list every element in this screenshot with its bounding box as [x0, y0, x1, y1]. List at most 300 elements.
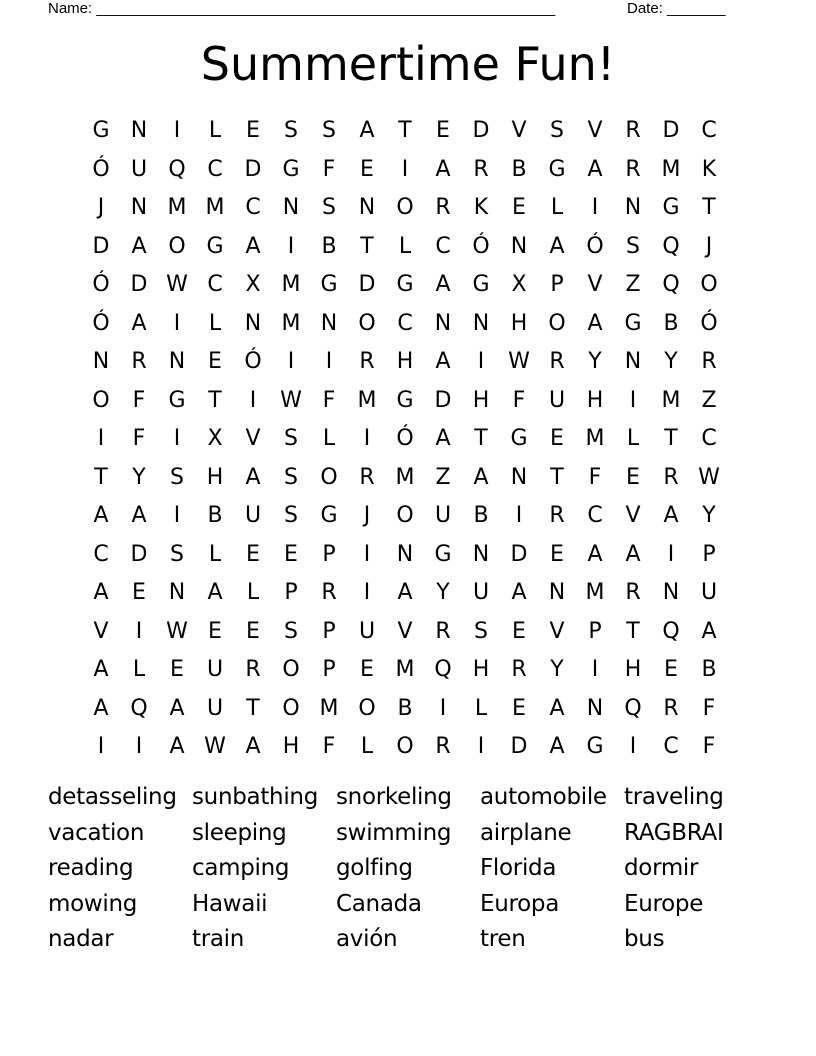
grid-letter: T [664, 426, 678, 451]
grid-letter: B [397, 695, 413, 721]
grid-letter: U [434, 503, 452, 528]
grid-letter: N [586, 695, 604, 721]
grid-letter: H [396, 349, 414, 374]
grid-letter: Q [434, 657, 452, 682]
grid-letter: S [322, 118, 336, 143]
grid-letter: B [473, 503, 489, 528]
grid-letter: F [702, 695, 716, 721]
grid-letter: I [287, 349, 295, 374]
grid-letter: H [624, 657, 642, 682]
grid-letter: C [397, 310, 413, 336]
grid-letter: E [664, 657, 678, 682]
page-title: Summertime Fun! [200, 37, 616, 91]
grid-letter: O [320, 464, 338, 490]
grid-letter: G [396, 272, 414, 297]
grid-letter: Ó [92, 156, 110, 182]
grid-letter: R [625, 118, 641, 143]
grid-letter: N [510, 464, 528, 490]
grid-letter: A [207, 580, 223, 605]
grid-letter: D [510, 541, 528, 567]
grid-letter: N [168, 580, 186, 605]
grid-letter: O [282, 695, 300, 721]
grid-letter: H [206, 464, 224, 490]
word-bank-item: avión [336, 926, 398, 953]
grid-row [82, 151, 728, 190]
grid-letter: S [474, 618, 488, 644]
grid-letter: G [396, 387, 414, 413]
grid-letter: R [663, 695, 679, 721]
grid-letter: L [626, 426, 640, 451]
grid-letter: E [512, 695, 526, 721]
grid-letter: E [246, 618, 260, 644]
grid-letter: Q [624, 695, 642, 721]
grid-letter: W [204, 734, 226, 759]
grid-letter: X [207, 426, 223, 451]
grid-letter: I [439, 695, 447, 721]
grid-letter: C [587, 503, 603, 528]
word-bank-item: sunbathing [192, 784, 318, 810]
grid-letter: I [629, 734, 637, 759]
word-bank-item: snorkeling [336, 784, 452, 810]
grid-letter: C [435, 233, 451, 259]
grid-letter: R [625, 580, 641, 605]
grid-letter: E [170, 657, 184, 682]
grid-row [82, 459, 728, 498]
grid-letter: E [550, 541, 564, 567]
grid-letter: E [512, 195, 526, 220]
grid-letter: U [548, 387, 566, 413]
grid-letter: C [663, 734, 679, 759]
grid-letter: Y [132, 464, 146, 490]
grid-letter: G [624, 310, 642, 336]
grid-letter: V [93, 618, 109, 644]
grid-letter: N [472, 541, 490, 567]
grid-letter: G [548, 156, 566, 182]
word-bank-item: automobile [480, 784, 607, 810]
grid-letter: N [358, 195, 376, 220]
grid-letter: E [132, 580, 146, 605]
grid-letter: R [549, 349, 565, 374]
word-bank [48, 780, 744, 958]
grid-letter: A [625, 541, 641, 567]
grid-letter: L [208, 118, 222, 143]
grid-letter: R [245, 657, 261, 682]
word-bank-item: reading [48, 855, 134, 882]
grid-letter: A [549, 734, 565, 759]
grid-letter: A [549, 695, 565, 721]
grid-letter: Ó [92, 310, 110, 336]
grid-letter: I [173, 118, 181, 143]
grid-letter: I [629, 387, 637, 413]
grid-letter: I [363, 580, 371, 605]
grid-letter: S [550, 118, 564, 143]
grid-letter: T [94, 464, 108, 490]
grid-letter: Q [662, 618, 680, 644]
grid-letter: R [321, 580, 337, 605]
word-bank-item: Canada [336, 890, 422, 917]
grid-letter: L [550, 195, 564, 220]
grid-letter: I [401, 156, 409, 182]
grid-letter: E [550, 426, 564, 451]
grid-letter: R [131, 349, 147, 374]
grid-letter: D [130, 541, 148, 567]
word-bank-item: Europa [480, 890, 560, 917]
grid-letter: I [325, 349, 333, 374]
grid-letter: H [472, 387, 490, 413]
grid-letter: A [435, 426, 451, 451]
grid-letter: E [360, 657, 374, 682]
grid-letter: E [246, 541, 260, 567]
grid-letter: I [667, 541, 675, 567]
grid-letter: N [130, 118, 148, 143]
grid-letter: T [626, 618, 640, 644]
grid-letter: I [97, 426, 105, 451]
grid-letter: A [435, 349, 451, 374]
grid-letter: M [661, 156, 681, 182]
grid-letter: B [207, 503, 223, 528]
grid-row [82, 690, 728, 729]
grid-letter: Y [588, 349, 602, 374]
grid-letter: A [245, 464, 261, 490]
grid-letter: E [284, 541, 298, 567]
grid-letter: X [245, 272, 261, 297]
grid-letter: M [357, 387, 377, 413]
grid-row [82, 613, 728, 652]
grid-letter: C [207, 272, 223, 297]
grid-letter: O [548, 310, 566, 336]
grid-letter: A [131, 503, 147, 528]
grid-letter: W [280, 387, 302, 413]
grid-letter: B [701, 657, 717, 682]
grid-letter: Q [662, 233, 680, 259]
grid-letter: E [208, 618, 222, 644]
grid-letter: P [322, 541, 336, 567]
grid-letter: Ó [396, 426, 414, 451]
grid-letter: U [700, 580, 718, 605]
grid-letter: E [360, 156, 374, 182]
grid-letter: C [245, 195, 261, 220]
grid-letter: N [624, 349, 642, 374]
grid-letter: A [473, 464, 489, 490]
grid-letter: G [282, 156, 300, 182]
grid-letter: U [130, 156, 148, 182]
grid-letter: J [363, 503, 371, 528]
grid-letter: V [549, 618, 565, 644]
grid-letter: M [167, 195, 187, 220]
grid-row [82, 497, 728, 536]
grid-letter: F [132, 387, 146, 413]
grid-letter: A [511, 580, 527, 605]
grid-letter: Y [550, 657, 564, 682]
grid-letter: H [472, 657, 490, 682]
grid-letter: Ó [92, 272, 110, 297]
grid-letter: G [168, 387, 186, 413]
letter-grid [82, 112, 728, 767]
word-bank-item: bus [624, 926, 665, 953]
grid-letter: C [207, 156, 223, 182]
word-bank-item: dormir [624, 855, 699, 882]
grid-letter: I [173, 426, 181, 451]
word-bank-item: golfing [336, 855, 413, 882]
grid-letter: N [396, 541, 414, 567]
grid-letter: Q [130, 695, 148, 721]
grid-letter: O [396, 503, 414, 528]
grid-letter: I [249, 387, 257, 413]
grid-letter: J [97, 195, 105, 220]
grid-letter: D [434, 387, 452, 413]
grid-letter: F [322, 387, 336, 413]
grid-letter: O [358, 695, 376, 721]
grid-letter: M [585, 426, 605, 451]
grid-letter: G [662, 195, 680, 220]
grid-letter: O [396, 734, 414, 759]
grid-letter: H [586, 387, 604, 413]
grid-letter: C [93, 541, 109, 567]
grid-letter: Z [701, 387, 717, 413]
grid-letter: A [587, 310, 603, 336]
grid-letter: X [511, 272, 527, 297]
grid-row [82, 728, 728, 767]
grid-letter: O [168, 233, 186, 259]
grid-letter: G [206, 233, 224, 259]
grid-letter: A [131, 310, 147, 336]
grid-letter: N [130, 195, 148, 220]
grid-letter: A [663, 503, 679, 528]
grid-letter: F [702, 734, 716, 759]
grid-letter: I [135, 734, 143, 759]
grid-letter: A [549, 233, 565, 259]
grid-letter: Y [702, 503, 716, 528]
grid-letter: V [511, 118, 527, 143]
word-bank-item: RAGBRAI [624, 819, 724, 846]
grid-row [82, 266, 728, 305]
grid-letter: I [97, 734, 105, 759]
date-field-label: Date: _______ [627, 0, 726, 17]
word-bank-item: tren [480, 926, 526, 953]
grid-letter: A [359, 118, 375, 143]
grid-letter: Ó [700, 310, 718, 336]
grid-letter: N [624, 195, 642, 220]
grid-letter: T [398, 118, 412, 143]
grid-letter: D [244, 156, 262, 182]
grid-letter: Z [625, 272, 641, 297]
grid-letter: M [281, 272, 301, 297]
grid-letter: L [360, 734, 374, 759]
grid-letter: L [474, 695, 488, 721]
grid-letter: M [281, 310, 301, 336]
name-field-label: Name: _______________________________________________________ [48, 0, 556, 17]
word-bank-item: camping [192, 855, 290, 882]
grid-letter: G [320, 503, 338, 528]
grid-letter: N [282, 195, 300, 220]
grid-letter: A [701, 618, 717, 644]
grid-row [82, 651, 728, 690]
grid-letter: E [436, 118, 450, 143]
grid-letter: S [284, 426, 298, 451]
grid-letter: G [320, 272, 338, 297]
grid-letter: A [169, 695, 185, 721]
grid-letter: A [587, 541, 603, 567]
grid-letter: T [246, 695, 260, 721]
grid-row [82, 343, 728, 382]
grid-letter: V [587, 272, 603, 297]
grid-letter: L [208, 541, 222, 567]
grid-letter: V [245, 426, 261, 451]
grid-letter: W [508, 349, 530, 374]
grid-letter: S [284, 618, 298, 644]
grid-letter: M [319, 695, 339, 721]
grid-letter: S [626, 233, 640, 259]
grid-letter: G [434, 541, 452, 567]
grid-letter: S [170, 464, 184, 490]
grid-row [82, 574, 728, 613]
grid-letter: U [244, 503, 262, 528]
grid-letter: A [93, 580, 109, 605]
grid-letter: O [396, 195, 414, 220]
grid-letter: R [663, 464, 679, 490]
grid-letter: B [511, 156, 527, 182]
grid-letter: I [173, 310, 181, 336]
grid-letter: C [701, 426, 717, 451]
grid-letter: O [92, 387, 110, 413]
grid-letter: N [168, 349, 186, 374]
grid-letter: Y [664, 349, 678, 374]
word-bank-item: sleeping [192, 819, 287, 846]
grid-letter: T [208, 387, 222, 413]
grid-letter: P [322, 618, 336, 644]
grid-letter: G [92, 118, 110, 143]
word-bank-item: Hawaii [192, 890, 268, 917]
grid-letter: F [322, 734, 336, 759]
grid-letter: O [358, 310, 376, 336]
grid-letter: F [322, 156, 336, 182]
grid-letter: M [395, 657, 415, 682]
grid-letter: I [591, 657, 599, 682]
grid-letter: M [661, 387, 681, 413]
grid-letter: P [702, 541, 716, 567]
word-bank-item: traveling [624, 784, 724, 810]
grid-letter: S [170, 541, 184, 567]
grid-letter: Q [168, 156, 186, 182]
grid-letter: B [321, 233, 337, 259]
grid-letter: N [434, 310, 452, 336]
grid-letter: S [284, 118, 298, 143]
grid-row [82, 228, 728, 267]
grid-letter: A [245, 734, 261, 759]
grid-letter: E [208, 349, 222, 374]
grid-letter: I [173, 503, 181, 528]
grid-letter: N [320, 310, 338, 336]
grid-letter: R [549, 503, 565, 528]
grid-letter: J [705, 233, 713, 259]
grid-letter: R [435, 195, 451, 220]
grid-letter: P [284, 580, 298, 605]
grid-letter: K [701, 156, 717, 182]
grid-letter: L [398, 233, 412, 259]
grid-letter: Z [435, 464, 451, 490]
grid-letter: D [662, 118, 680, 143]
grid-letter: L [322, 426, 336, 451]
grid-letter: N [244, 310, 262, 336]
grid-letter: I [363, 541, 371, 567]
grid-letter: N [662, 580, 680, 605]
grid-letter: F [512, 387, 526, 413]
grid-letter: E [246, 118, 260, 143]
grid-letter: M [585, 580, 605, 605]
grid-letter: R [359, 464, 375, 490]
grid-letter: T [702, 195, 716, 220]
grid-letter: D [92, 233, 110, 259]
grid-letter: Y [436, 580, 450, 605]
grid-letter: P [322, 657, 336, 682]
grid-letter: O [700, 272, 718, 297]
word-bank-item: swimming [336, 819, 452, 846]
grid-letter: D [510, 734, 528, 759]
grid-letter: V [587, 118, 603, 143]
grid-letter: I [477, 734, 485, 759]
grid-letter: N [510, 233, 528, 259]
grid-letter: V [397, 618, 413, 644]
grid-letter: A [435, 272, 451, 297]
grid-letter: I [515, 503, 523, 528]
grid-letter: E [512, 618, 526, 644]
grid-letter: Q [662, 272, 680, 297]
grid-letter: B [663, 310, 679, 336]
word-bank-item: nadar [48, 926, 114, 953]
grid-letter: D [130, 272, 148, 297]
grid-letter: Ó [244, 349, 262, 374]
grid-letter: G [472, 272, 490, 297]
grid-letter: U [358, 618, 376, 644]
word-bank-item: vacation [48, 819, 145, 846]
grid-letter: A [397, 580, 413, 605]
grid-letter: N [472, 310, 490, 336]
grid-letter: P [550, 272, 564, 297]
grid-letter: A [245, 233, 261, 259]
grid-letter: A [435, 156, 451, 182]
grid-letter: C [701, 118, 717, 143]
grid-letter: S [284, 464, 298, 490]
grid-letter: E [626, 464, 640, 490]
grid-letter: S [322, 195, 336, 220]
grid-letter: D [472, 118, 490, 143]
grid-letter: T [474, 426, 488, 451]
grid-letter: I [591, 195, 599, 220]
grid-letter: H [282, 734, 300, 759]
grid-row [82, 112, 728, 151]
grid-letter: R [435, 734, 451, 759]
grid-letter: A [169, 734, 185, 759]
grid-letter: L [132, 657, 146, 682]
grid-letter: A [131, 233, 147, 259]
grid-row [82, 189, 728, 228]
grid-letter: A [93, 695, 109, 721]
grid-row [82, 305, 728, 344]
grid-letter: Ó [586, 233, 604, 259]
grid-letter: G [510, 426, 528, 451]
grid-row [82, 536, 728, 575]
word-bank-item: mowing [48, 890, 138, 917]
grid-letter: N [92, 349, 110, 374]
grid-letter: K [473, 195, 489, 220]
grid-letter: H [510, 310, 528, 336]
grid-letter: W [698, 464, 720, 490]
grid-letter: U [472, 580, 490, 605]
word-bank-item: train [192, 926, 245, 953]
grid-letter: I [477, 349, 485, 374]
grid-letter: G [586, 734, 604, 759]
word-bank-item: airplane [480, 819, 572, 846]
